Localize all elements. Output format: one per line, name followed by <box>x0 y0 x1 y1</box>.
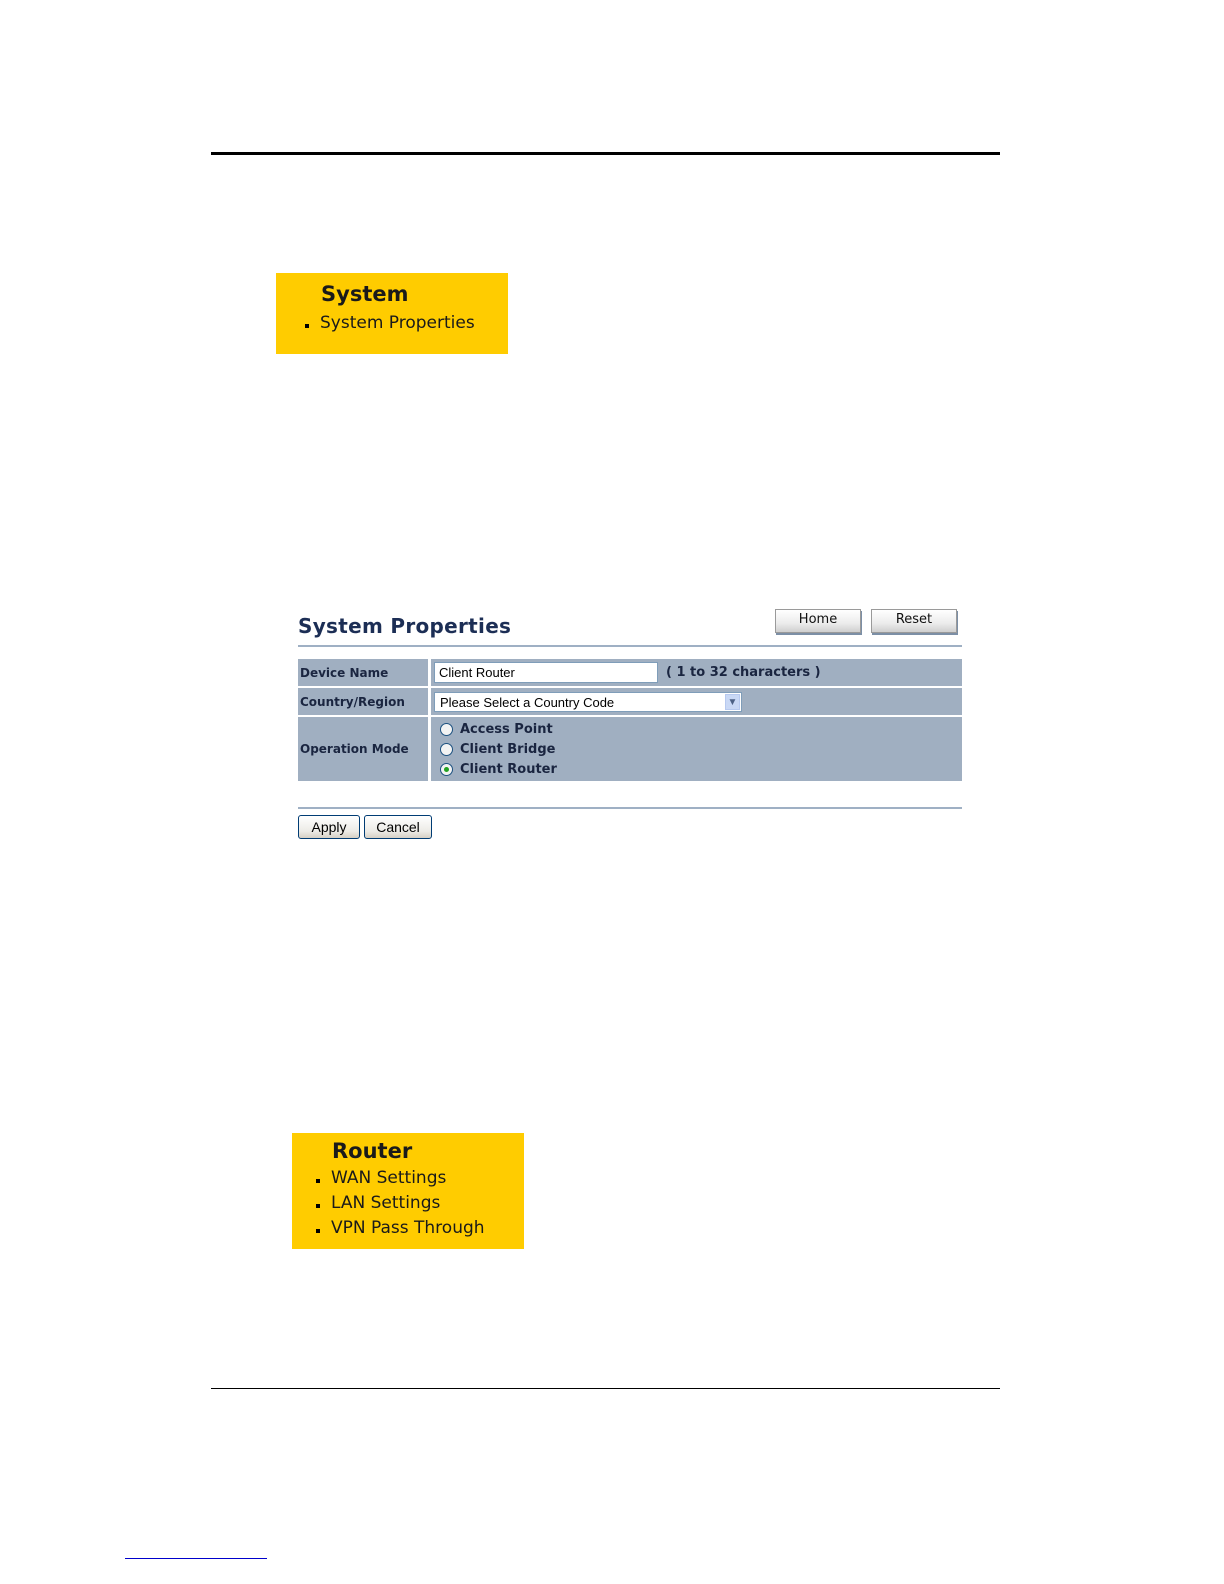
operation-mode-cell <box>431 717 962 781</box>
menu-item-system-properties[interactable] <box>305 313 475 333</box>
menu-item-label: WAN Settings <box>331 1168 447 1188</box>
radio-label: Client Bridge <box>460 742 556 757</box>
apply-button[interactable]: Apply <box>298 815 360 839</box>
footer-link-underline <box>125 1558 267 1559</box>
header-rule <box>211 152 1000 155</box>
form-divider <box>298 807 962 809</box>
chevron-down-icon[interactable]: ▼ <box>725 694 740 710</box>
menu-item-label: LAN Settings <box>331 1193 441 1213</box>
device-name-row <box>298 659 962 686</box>
menu-item-label: VPN Pass Through <box>331 1218 485 1238</box>
bullet-icon <box>305 324 309 328</box>
device-name-label: Device Name <box>298 659 428 686</box>
country-cell <box>431 688 962 715</box>
home-button[interactable]: Home <box>775 609 861 633</box>
country-select[interactable] <box>434 692 742 712</box>
operation-mode-label: Operation Mode <box>298 717 428 781</box>
radio-client-router[interactable] <box>440 762 557 777</box>
system-menu-title[interactable]: System <box>321 282 409 306</box>
reset-button[interactable]: Reset <box>871 609 957 633</box>
bullet-icon <box>316 1229 320 1233</box>
radio-client-bridge[interactable] <box>440 742 555 757</box>
country-select-value: Please Select a Country Code <box>440 694 615 710</box>
router-menu <box>292 1133 524 1249</box>
bullet-icon <box>316 1204 320 1208</box>
menu-item-wan-settings[interactable] <box>316 1168 446 1188</box>
radio-icon[interactable] <box>440 743 453 756</box>
page-title: System Properties <box>298 614 512 638</box>
router-menu-title[interactable]: Router <box>332 1139 413 1163</box>
device-name-hint: ( 1 to 32 characters ) <box>666 665 821 680</box>
footer-rule <box>211 1388 1000 1389</box>
operation-mode-row <box>298 717 962 781</box>
device-name-input[interactable] <box>434 662 658 683</box>
bullet-icon <box>316 1179 320 1183</box>
menu-item-lan-settings[interactable] <box>316 1193 440 1213</box>
cancel-button[interactable]: Cancel <box>364 815 432 839</box>
radio-label: Access Point <box>460 722 553 737</box>
country-label: Country/Region <box>298 688 428 715</box>
country-row <box>298 688 962 715</box>
radio-checked-icon[interactable] <box>440 763 453 776</box>
title-divider <box>298 645 962 647</box>
radio-icon[interactable] <box>440 723 453 736</box>
system-menu <box>276 273 508 354</box>
menu-item-label: System Properties <box>320 313 475 333</box>
radio-access-point[interactable] <box>440 722 553 737</box>
device-name-cell <box>431 659 962 686</box>
menu-item-vpn-pass-through[interactable] <box>316 1218 485 1238</box>
radio-label: Client Router <box>460 762 557 777</box>
